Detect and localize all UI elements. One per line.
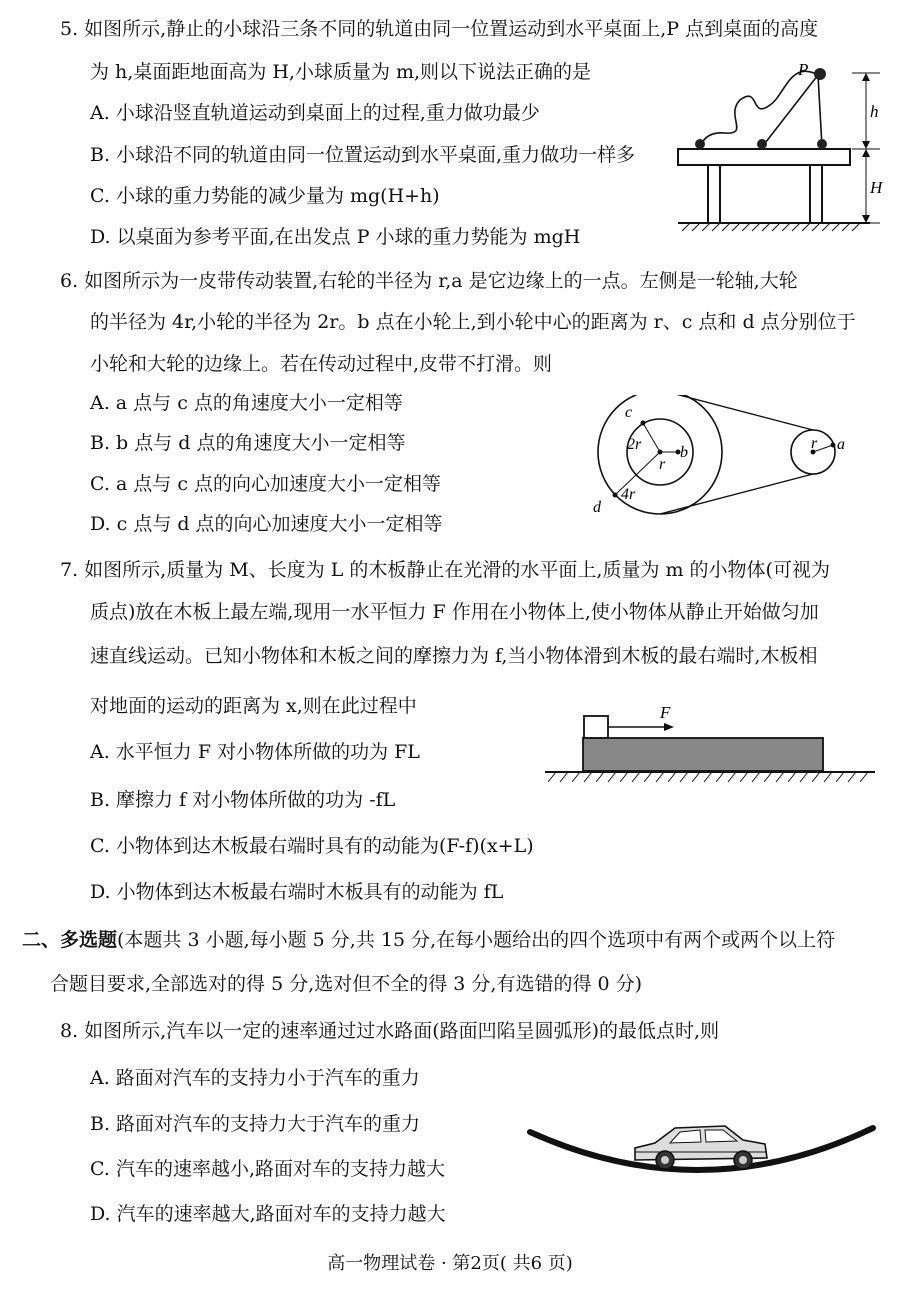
section2-desc2: 合题目要求,全部选对的得 5 分,选对但不全的得 3 分,有选错的得 0 分) [50, 973, 643, 995]
q6-stem-line3: 小轮和大轮的边缘上。若在传动过程中,皮带不打滑。则 [90, 353, 553, 375]
q8-option-d: D. 汽车的速率越大,路面对车的支持力越大 [90, 1203, 446, 1225]
label-r-inner: r [659, 456, 666, 473]
q7-stem-line4: 对地面的运动的距离为 x,则在此过程中 [90, 695, 417, 717]
label-2r: 2r [627, 436, 642, 453]
q5-track-figure [670, 55, 890, 235]
q7-stem-line3: 速直线运动。已知小物体和木板之间的摩擦力为 f,当小物体滑到木板的最右端时,木板相 [90, 645, 818, 667]
q5-option-b: B. 小球沿不同的轨道由同一位置运动到水平桌面,重力做功一样多 [90, 144, 636, 166]
label-b: b [680, 444, 688, 461]
page-footer: 高一物理试卷 · 第2页( 共6 页) [327, 1253, 573, 1274]
q7-option-b: B. 摩擦力 f 对小物体所做的功为 -fL [90, 789, 396, 811]
q7-option-d: D. 小物体到达木板最右端时木板具有的动能为 fL [90, 881, 504, 903]
q8-option-c: C. 汽车的速率越小,路面对车的支持力越大 [90, 1158, 445, 1180]
q8-car-road-figure [525, 1110, 880, 1180]
q6-stem-line1: 6. 如图所示为一皮带传动装置,右轮的半径为 r,a 是它边缘上的一点。左侧是一轮轴,大轮 [60, 270, 798, 292]
q8-option-b: B. 路面对汽车的支持力大于汽车的重力 [90, 1113, 421, 1135]
q6-option-d: D. c 点与 d 点的向心加速度大小一定相等 [90, 513, 443, 535]
q7-option-c: C. 小物体到达木板最右端时具有的动能为(F-f)(x+L) [90, 835, 534, 857]
q6-option-b: B. b 点与 d 点的角速度大小一定相等 [90, 432, 406, 454]
q7-stem-line1: 7. 如图所示,质量为 M、长度为 L 的木板静止在光滑的水平面上,质量为 m 的小物体(可视为 [60, 559, 830, 581]
label-H: H [870, 178, 883, 197]
q6-belt-figure [585, 395, 855, 520]
label-4r: 4r [621, 486, 636, 503]
q8-option-a: A. 路面对汽车的支持力小于汽车的重力 [90, 1067, 420, 1089]
q7-option-a: A. 水平恒力 F 对小物体所做的功为 FL [90, 741, 420, 763]
section2-title: 二、多选题 [22, 929, 118, 951]
q5-option-c: C. 小球的重力势能的减少量为 mg(H+h) [90, 185, 440, 207]
q5-option-a: A. 小球沿竖直轨道运动到桌面上的过程,重力做功最少 [90, 102, 540, 124]
q7-board-figure [540, 700, 880, 800]
q6-stem-line2: 的半径为 4r,小轮的半径为 2r。b 点在小轮上,到小轮中心的距离为 r、c 点和 d 点分别位于 [90, 311, 856, 333]
q5-stem-line2: 为 h,桌面距地面高为 H,小球质量为 m,则以下说法正确的是 [90, 61, 592, 83]
label-h: h [870, 102, 879, 121]
label-d: d [593, 499, 601, 516]
label-a: a [837, 436, 845, 453]
label-P: P [798, 60, 809, 79]
label-F: F [660, 703, 671, 722]
q6-option-a: A. a 点与 c 点的角速度大小一定相等 [90, 392, 403, 414]
q6-option-c: C. a 点与 c 点的向心加速度大小一定相等 [90, 473, 442, 495]
q5-option-d: D. 以桌面为参考平面,在出发点 P 小球的重力势能为 mgH [90, 226, 581, 248]
q5-stem-line1: 5. 如图所示,静止的小球沿三条不同的轨道由同一位置运动到水平桌面上,P 点到桌面的高度 [60, 18, 819, 40]
section2-desc1: (本题共 3 小题,每小题 5 分,共 15 分,在每小题给出的四个选项中有两个或两个以上符 [117, 929, 836, 951]
label-c: c [625, 404, 633, 421]
q7-stem-line2: 质点)放在木板上最左端,现用一水平恒力 F 作用在小物体上,使小物体从静止开始做匀加 [90, 601, 819, 623]
q8-stem-line1: 8. 如图所示,汽车以一定的速率通过过水路面(路面凹陷呈圆弧形)的最低点时,则 [60, 1020, 720, 1042]
section2-header [22, 928, 835, 952]
label-r-right: r [811, 435, 818, 452]
